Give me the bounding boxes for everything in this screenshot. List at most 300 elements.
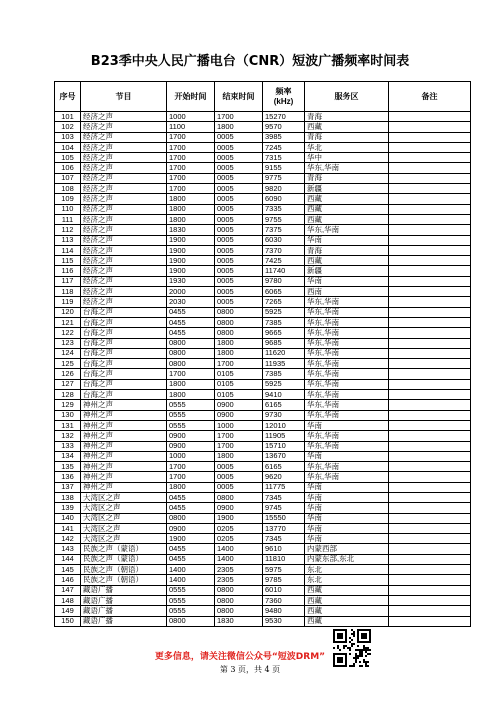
cell-frequency: 6165	[263, 400, 305, 410]
table-row	[55, 287, 471, 297]
cell-end-time: 1700	[215, 441, 263, 451]
cell-start-time: 0455	[167, 503, 215, 513]
table-row	[55, 554, 471, 564]
cell-index: 129	[55, 400, 81, 410]
cell-notes	[389, 214, 471, 224]
cell-frequency: 6090	[263, 194, 305, 204]
table-row	[55, 256, 471, 266]
cell-index: 121	[55, 317, 81, 327]
cell-notes	[389, 606, 471, 616]
cell-end-time: 0800	[215, 585, 263, 595]
cell-start-time: 1000	[167, 451, 215, 461]
cell-notes	[389, 132, 471, 142]
cell-end-time: 0005	[215, 194, 263, 204]
table-row	[55, 462, 471, 472]
cell-index: 107	[55, 173, 81, 183]
cell-index: 140	[55, 513, 81, 523]
cell-notes	[389, 482, 471, 492]
cell-start-time: 0900	[167, 523, 215, 533]
cell-service-area: 青海	[305, 132, 389, 142]
table-row	[55, 194, 471, 204]
cell-start-time: 1800	[167, 379, 215, 389]
table-row	[55, 276, 471, 286]
cell-notes	[389, 256, 471, 266]
cell-start-time: 0555	[167, 585, 215, 595]
cell-program: 经济之声	[81, 245, 167, 255]
cell-service-area: 华南	[305, 482, 389, 492]
table-row	[55, 359, 471, 369]
cell-end-time: 0800	[215, 606, 263, 616]
cell-frequency: 3985	[263, 132, 305, 142]
cell-program: 经济之声	[81, 163, 167, 173]
cell-start-time: 0455	[167, 544, 215, 554]
cell-notes	[389, 523, 471, 533]
cell-frequency: 6065	[263, 287, 305, 297]
cell-service-area: 华东,华南	[305, 462, 389, 472]
cell-service-area: 西藏	[305, 616, 389, 626]
cell-service-area: 西藏	[305, 585, 389, 595]
cell-service-area: 西藏	[305, 595, 389, 605]
table-row	[55, 472, 471, 482]
cell-service-area: 西藏	[305, 122, 389, 132]
cell-index: 106	[55, 163, 81, 173]
cell-program: 神州之声	[81, 441, 167, 451]
cell-service-area: 华南	[305, 513, 389, 523]
cell-start-time: 1830	[167, 225, 215, 235]
cell-frequency: 9570	[263, 122, 305, 132]
cell-service-area: 东北	[305, 575, 389, 585]
cell-frequency: 7385	[263, 317, 305, 327]
cell-frequency: 7335	[263, 204, 305, 214]
cell-end-time: 0205	[215, 523, 263, 533]
cell-notes	[389, 235, 471, 245]
cell-end-time: 0005	[215, 163, 263, 173]
cell-service-area: 华东,华南	[305, 472, 389, 482]
table-row	[55, 132, 471, 142]
cell-frequency: 11620	[263, 348, 305, 358]
cell-frequency: 9620	[263, 472, 305, 482]
cell-end-time: 1000	[215, 420, 263, 430]
cell-program: 台海之声	[81, 359, 167, 369]
cell-notes	[389, 472, 471, 482]
cell-frequency: 7370	[263, 245, 305, 255]
cell-notes	[389, 163, 471, 173]
cell-notes	[389, 173, 471, 183]
cell-notes	[389, 266, 471, 276]
cell-service-area: 青海	[305, 112, 389, 122]
cell-program: 台海之声	[81, 328, 167, 338]
cell-index: 102	[55, 122, 81, 132]
cell-program: 台海之声	[81, 390, 167, 400]
cell-index: 123	[55, 338, 81, 348]
cell-program: 藏语广播	[81, 616, 167, 626]
cell-index: 146	[55, 575, 81, 585]
header-program: 节目	[81, 82, 167, 112]
cell-service-area: 华东,华南	[305, 338, 389, 348]
table-row	[55, 606, 471, 616]
cell-service-area: 华南	[305, 534, 389, 544]
table-row	[55, 214, 471, 224]
cell-frequency: 12010	[263, 420, 305, 430]
cell-service-area: 华东,华南	[305, 297, 389, 307]
cell-notes	[389, 390, 471, 400]
table-row	[55, 266, 471, 276]
cell-program: 藏语广播	[81, 606, 167, 616]
cell-frequency: 5975	[263, 565, 305, 575]
cell-index: 147	[55, 585, 81, 595]
cell-index: 109	[55, 194, 81, 204]
table-row	[55, 245, 471, 255]
table-row	[55, 523, 471, 533]
cell-start-time: 1900	[167, 235, 215, 245]
cell-end-time: 0005	[215, 173, 263, 183]
cell-start-time: 1800	[167, 214, 215, 224]
cell-service-area: 华南	[305, 235, 389, 245]
cell-notes	[389, 565, 471, 575]
cell-end-time: 1800	[215, 451, 263, 461]
cell-service-area: 青海	[305, 173, 389, 183]
cell-start-time: 1800	[167, 482, 215, 492]
cell-frequency: 13770	[263, 523, 305, 533]
cell-program: 经济之声	[81, 256, 167, 266]
table-row	[55, 441, 471, 451]
cell-program: 民族之声（蒙语）	[81, 544, 167, 554]
cell-notes	[389, 276, 471, 286]
cell-notes	[389, 544, 471, 554]
cell-end-time: 0105	[215, 379, 263, 389]
cell-start-time: 2000	[167, 287, 215, 297]
cell-end-time: 1830	[215, 616, 263, 626]
cell-end-time: 0800	[215, 492, 263, 502]
cell-end-time: 0005	[215, 132, 263, 142]
cell-service-area: 华东,华南	[305, 431, 389, 441]
cell-frequency: 15710	[263, 441, 305, 451]
cell-notes	[389, 534, 471, 544]
cell-notes	[389, 462, 471, 472]
cell-index: 108	[55, 184, 81, 194]
cell-service-area: 西藏	[305, 606, 389, 616]
cell-end-time: 0105	[215, 369, 263, 379]
cell-frequency: 11810	[263, 554, 305, 564]
cell-notes	[389, 328, 471, 338]
cell-index: 117	[55, 276, 81, 286]
cell-frequency: 9665	[263, 328, 305, 338]
header-frequency: 频率 (kHz)	[263, 82, 305, 112]
cell-program: 民族之声（朝语）	[81, 565, 167, 575]
cell-index: 104	[55, 142, 81, 152]
cell-frequency: 7245	[263, 142, 305, 152]
table-row	[55, 112, 471, 122]
cell-index: 118	[55, 287, 81, 297]
cell-index: 130	[55, 410, 81, 420]
cell-index: 139	[55, 503, 81, 513]
cell-service-area: 西南	[305, 287, 389, 297]
cell-start-time: 0455	[167, 317, 215, 327]
cell-end-time: 0900	[215, 410, 263, 420]
cell-notes	[389, 379, 471, 389]
cell-start-time: 1700	[167, 173, 215, 183]
cell-service-area: 华东,华南	[305, 348, 389, 358]
cell-notes	[389, 410, 471, 420]
cell-program: 经济之声	[81, 142, 167, 152]
cell-end-time: 0800	[215, 307, 263, 317]
cell-frequency: 9610	[263, 544, 305, 554]
cell-start-time: 1900	[167, 256, 215, 266]
table-row	[55, 225, 471, 235]
header-end-time: 结束时间	[215, 82, 263, 112]
cell-service-area: 华南	[305, 523, 389, 533]
cell-notes	[389, 359, 471, 369]
header-notes: 备注	[389, 82, 471, 112]
cell-notes	[389, 307, 471, 317]
cell-program: 经济之声	[81, 173, 167, 183]
cell-start-time: 0555	[167, 420, 215, 430]
cell-start-time: 1700	[167, 472, 215, 482]
cell-end-time: 1900	[215, 513, 263, 523]
cell-index: 103	[55, 132, 81, 142]
cell-service-area: 华东,华南	[305, 400, 389, 410]
cell-notes	[389, 513, 471, 523]
table-header-row	[55, 82, 471, 112]
cell-start-time: 1700	[167, 153, 215, 163]
cell-frequency: 15270	[263, 112, 305, 122]
cell-index: 124	[55, 348, 81, 358]
table-row	[55, 513, 471, 523]
cell-end-time: 0105	[215, 390, 263, 400]
cell-index: 125	[55, 359, 81, 369]
table-row	[55, 348, 471, 358]
cell-start-time: 0900	[167, 431, 215, 441]
cell-program: 经济之声	[81, 297, 167, 307]
header-start-time: 开始时间	[167, 82, 215, 112]
cell-program: 藏语广播	[81, 595, 167, 605]
cell-start-time: 0555	[167, 400, 215, 410]
cell-frequency: 9820	[263, 184, 305, 194]
cell-end-time: 0005	[215, 204, 263, 214]
cell-index: 119	[55, 297, 81, 307]
cell-start-time: 1700	[167, 163, 215, 173]
cell-end-time: 0005	[215, 287, 263, 297]
cell-service-area: 华东,华南	[305, 379, 389, 389]
table-row	[55, 307, 471, 317]
page-title: B23季中央人民广播电台（CNR）短波广播频率时间表	[90, 54, 410, 69]
cell-notes	[389, 338, 471, 348]
cell-service-area: 内蒙西部	[305, 544, 389, 554]
cell-index: 144	[55, 554, 81, 564]
cell-end-time: 1700	[215, 359, 263, 369]
cell-service-area: 华北	[305, 142, 389, 152]
table-row	[55, 595, 471, 605]
cell-end-time: 2305	[215, 565, 263, 575]
cell-program: 经济之声	[81, 194, 167, 204]
cell-program: 神州之声	[81, 472, 167, 482]
cell-service-area: 东北	[305, 565, 389, 575]
table-row	[55, 616, 471, 626]
table-body	[55, 112, 471, 627]
cell-index: 141	[55, 523, 81, 533]
cell-frequency: 7425	[263, 256, 305, 266]
table-row	[55, 390, 471, 400]
cell-notes	[389, 441, 471, 451]
cell-program: 台海之声	[81, 317, 167, 327]
cell-program: 神州之声	[81, 420, 167, 430]
table-row	[55, 585, 471, 595]
cell-frequency: 9730	[263, 410, 305, 420]
cell-end-time: 1800	[215, 338, 263, 348]
cell-program: 经济之声	[81, 184, 167, 194]
cell-start-time: 0455	[167, 554, 215, 564]
cell-end-time: 1800	[215, 348, 263, 358]
cell-index: 126	[55, 369, 81, 379]
cell-index: 142	[55, 534, 81, 544]
cell-program: 民族之声（蒙语）	[81, 554, 167, 564]
cell-service-area: 华东,华南	[305, 441, 389, 451]
cell-index: 132	[55, 431, 81, 441]
cell-frequency: 7360	[263, 595, 305, 605]
cell-service-area: 华南	[305, 276, 389, 286]
cell-program: 经济之声	[81, 132, 167, 142]
cell-program: 台海之声	[81, 379, 167, 389]
cell-start-time: 0800	[167, 359, 215, 369]
cell-start-time: 1400	[167, 565, 215, 575]
cell-end-time: 0800	[215, 317, 263, 327]
cell-end-time: 0005	[215, 142, 263, 152]
table-row	[55, 184, 471, 194]
table-row	[55, 534, 471, 544]
cell-frequency: 6165	[263, 462, 305, 472]
cell-program: 大湾区之声	[81, 523, 167, 533]
cell-frequency: 6010	[263, 585, 305, 595]
cell-service-area: 华南	[305, 451, 389, 461]
cell-start-time: 1700	[167, 462, 215, 472]
cell-end-time: 1700	[215, 431, 263, 441]
cell-notes	[389, 245, 471, 255]
cell-end-time: 0005	[215, 225, 263, 235]
table-row	[55, 400, 471, 410]
cell-program: 经济之声	[81, 153, 167, 163]
cell-notes	[389, 142, 471, 152]
cell-service-area: 华东,华南	[305, 163, 389, 173]
cell-start-time: 0555	[167, 606, 215, 616]
cell-service-area: 内蒙东部,东北	[305, 554, 389, 564]
cell-index: 114	[55, 245, 81, 255]
cell-index: 111	[55, 214, 81, 224]
cell-end-time: 1400	[215, 544, 263, 554]
cell-end-time: 0005	[215, 214, 263, 224]
cell-service-area: 西藏	[305, 256, 389, 266]
cell-start-time: 1700	[167, 142, 215, 152]
cell-notes	[389, 112, 471, 122]
cell-service-area: 华东,华南	[305, 307, 389, 317]
cell-start-time: 1800	[167, 194, 215, 204]
cell-end-time: 2305	[215, 575, 263, 585]
cell-notes	[389, 595, 471, 605]
cell-end-time: 0900	[215, 503, 263, 513]
cell-index: 138	[55, 492, 81, 502]
cell-program: 大湾区之声	[81, 534, 167, 544]
cell-program: 经济之声	[81, 204, 167, 214]
cell-program: 民族之声（朝语）	[81, 575, 167, 585]
table-row	[55, 317, 471, 327]
table-row	[55, 338, 471, 348]
cell-frequency: 11935	[263, 359, 305, 369]
cell-start-time: 1700	[167, 132, 215, 142]
cell-program: 台海之声	[81, 338, 167, 348]
table-row	[55, 235, 471, 245]
cell-end-time: 0005	[215, 184, 263, 194]
cell-index: 112	[55, 225, 81, 235]
cell-notes	[389, 348, 471, 358]
cell-service-area: 华南	[305, 420, 389, 430]
table-row	[55, 565, 471, 575]
cell-program: 大湾区之声	[81, 503, 167, 513]
cell-end-time: 0005	[215, 482, 263, 492]
cell-notes	[389, 184, 471, 194]
cell-program: 经济之声	[81, 122, 167, 132]
table-row	[55, 544, 471, 554]
cell-start-time: 0800	[167, 338, 215, 348]
cell-service-area: 华南	[305, 492, 389, 502]
cell-service-area: 青海	[305, 245, 389, 255]
header-service-area: 服务区	[305, 82, 389, 112]
cell-program: 经济之声	[81, 112, 167, 122]
cell-start-time: 1000	[167, 112, 215, 122]
cell-index: 150	[55, 616, 81, 626]
cell-start-time: 1930	[167, 276, 215, 286]
table-row	[55, 163, 471, 173]
cell-notes	[389, 420, 471, 430]
table-row	[55, 122, 471, 132]
table-row	[55, 482, 471, 492]
table-row	[55, 503, 471, 513]
cell-start-time: 0800	[167, 513, 215, 523]
cell-start-time: 1100	[167, 122, 215, 132]
cell-start-time: 1700	[167, 184, 215, 194]
cell-frequency: 7345	[263, 534, 305, 544]
cell-index: 127	[55, 379, 81, 389]
cell-service-area: 华东,华南	[305, 359, 389, 369]
cell-frequency: 7375	[263, 225, 305, 235]
cell-index: 134	[55, 451, 81, 461]
cell-start-time: 0555	[167, 595, 215, 605]
table-row	[55, 492, 471, 502]
table-row	[55, 451, 471, 461]
cell-index: 128	[55, 390, 81, 400]
cell-program: 经济之声	[81, 266, 167, 276]
page-number: 第 3 页，共 4 页	[219, 665, 281, 674]
cell-frequency: 9780	[263, 276, 305, 286]
cell-index: 148	[55, 595, 81, 605]
cell-notes	[389, 225, 471, 235]
cell-index: 115	[55, 256, 81, 266]
cell-start-time: 0455	[167, 328, 215, 338]
cell-index: 116	[55, 266, 81, 276]
cell-end-time: 0005	[215, 153, 263, 163]
table-row	[55, 431, 471, 441]
cell-program: 大湾区之声	[81, 492, 167, 502]
cell-service-area: 华东,华南	[305, 369, 389, 379]
table-row	[55, 328, 471, 338]
cell-end-time: 0800	[215, 595, 263, 605]
cell-service-area: 西藏	[305, 204, 389, 214]
cell-start-time: 1800	[167, 390, 215, 400]
table-row	[55, 153, 471, 163]
cell-end-time: 1700	[215, 112, 263, 122]
cell-index: 101	[55, 112, 81, 122]
frequency-table	[54, 81, 471, 627]
cell-frequency: 11740	[263, 266, 305, 276]
cell-program: 经济之声	[81, 214, 167, 224]
